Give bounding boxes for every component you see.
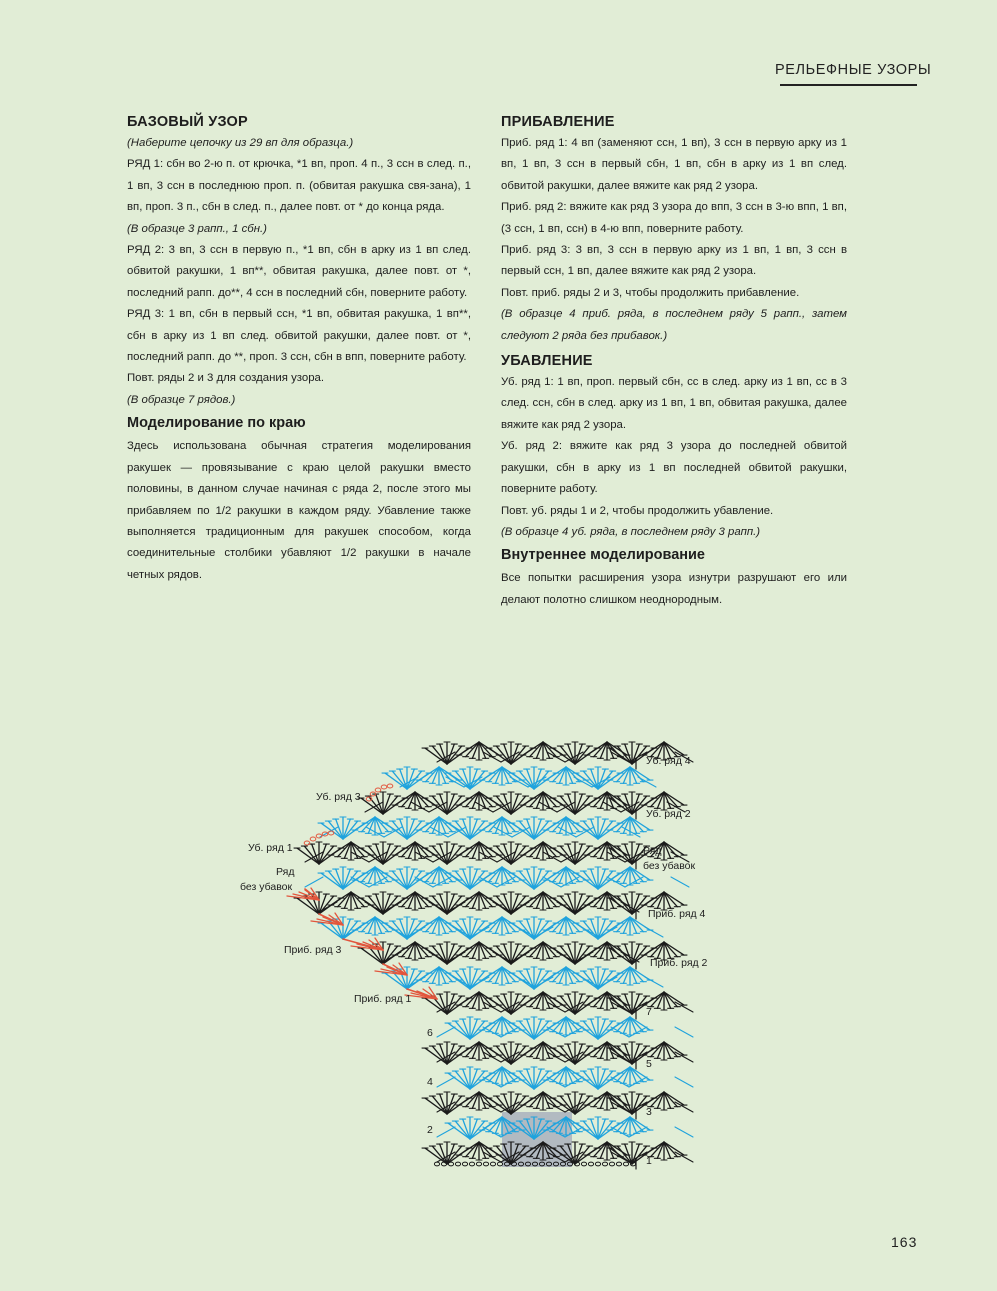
row-number-3: 3 [646,1106,652,1118]
label-no-dec-right-2: без убавок [643,860,696,872]
label-no-dec-right-1: Ряд [643,845,662,857]
row-number-6: 6 [427,1027,433,1039]
decrease-heading: УБАВЛЕНИЕ [501,353,593,370]
label-inc-row3: Приб. ряд 3 [284,944,342,956]
row2-instruction: РЯД 2: 3 вп, 3 ссн в первую п., *1 вп, сбн в арку из 1 вп след. обвитой ракушки, 1 вп**, обвитая ракушка, далее повт. от *, последний рапп. до**, 4 ссн в последний сбн, поверните работу. [127,244,471,299]
edge-shaping-text: Здесь использована обычная стратегия моделирования ракушек — провязывание с краю целой ракушки вместо половины, в данном случае начиная с ряда 2, после этого мы прибавляем по 1/2 ракушки в каждом ряду. Убавление также выполняется традиционным для ракушек способом, когда соединительные столбики убавляют 1/2 ракушки в начале четных рядов. [127,440,471,581]
label-inc-row2: Приб. ряд 2 [650,957,708,969]
page-number: 163 [891,1234,918,1250]
section-title: РЕЛЬЕФНЫЕ УЗОРЫ [775,62,932,78]
row-number-2: 2 [427,1124,433,1136]
dec-note: (В образце 4 уб. ряда, в последнем ряду 3 рапп.) [501,525,761,538]
rows-note: (В образце 7 рядов.) [127,393,236,406]
intro-note: (Наберите цепочку из 29 вп для образца.) [127,137,354,149]
row-number-4: 4 [427,1076,433,1088]
label-inc-row4: Приб. ряд 4 [648,908,706,920]
label-no-dec-left-1: Ряд [276,866,295,878]
label-dec-row2: Уб. ряд 2 [646,808,691,820]
edge-shaping-heading: Моделирование по краю [127,415,306,432]
row-number-1: 1 [646,1155,652,1167]
row1-instruction: РЯД 1: сбн во 2-ю п. от крючка, *1 вп, проп. 4 п., 3 ссн в след. п., 1 вп, 3 ссн в последнюю проп. п. (обвитая ракушка свя-зана), 1 вп, проп. 3 п., сбн в след. п., далее повт. от * до конца ряда. [127,158,471,214]
inc-row2: Приб. ряд 2: вяжите как ряд 3 узора до впп, 3 ссн в 3-ю впп, 1 вп, (3 ссн, 1 вп, ссн) в 4-ю впп, поверните работу. [501,201,847,235]
inc-row3: Приб. ряд 3: 3 вп, 3 ссн в первую арку из 1 вп, 1 вп, 3 ссн в первый ссн, 1 вп, далее вяжите как ряд 2 узора. [501,244,847,278]
label-no-dec-left-2: без убавок [240,881,293,893]
stitch-symbols [287,742,693,1169]
inner-shaping-heading: Внутреннее моделирование [501,547,705,564]
inc-repeat: Повт. приб. ряды 2 и 3, чтобы продолжить прибавление. [501,286,800,299]
row-number-5: 5 [646,1058,652,1070]
dec-row2: Уб. ряд 2: вяжите как ряд 3 узора до последней обвитой ракушки, сбн в арку из 1 вп последней обвитой ракушки, поверните работу. [501,440,847,496]
dec-row1: Уб. ряд 1: 1 вп, проп. первый сбн, сс в след. арку из 1 вп, сс в 3 след. ссн, сбн в след. арку из 1 вп, 1 вп, обвитая ракушка, далее вяжите как ряд 2 узора. [501,376,847,431]
inc-row1: Приб. ряд 1: 4 вп (заменяют ссн, 1 вп), 3 ссн в первую арку из 1 вп, 1 вп, 3 ссн в первый сбн, 1 вп, сбн в арку из 1 вп след. обвитой ракушки, далее вяжите как ряд 2 узора. [501,137,847,192]
dec-repeat: Повт. уб. ряды 1 и 2, чтобы продолжить убавление. [501,504,774,517]
increase-heading: ПРИБАВЛЕНИЕ [501,114,615,130]
label-dec-row4: Уб. ряд 4 [646,755,691,767]
label-dec-row1: Уб. ряд 1 [248,842,293,854]
row-number-7: 7 [646,1006,652,1018]
row3-instruction: РЯД 3: 1 вп, сбн в первый ссн, *1 вп, обвитая ракушка, 1 вп**, сбн в арку из 1 вп след. обвитой ракушки, далее повт. от *, последний рапп. до **, проп. 3 ссн, сбн в впп, поверните работу. [127,308,471,364]
label-inc-row1: Приб. ряд 1 [354,993,412,1005]
repeat-instruction: Повт. ряды 2 и 3 для создания узора. [127,372,325,385]
inner-shaping-text: Все попытки расширения узора изнутри разрушают его или делают полотно слишком неоднородным. [501,572,847,606]
label-dec-row3: Уб. ряд 3 [316,791,361,803]
inc-note: (В образце 4 приб. ряда, в последнем ряду 5 рапп., затем следуют 2 ряда без прибавок.) [501,308,847,342]
basic-pattern-heading: БАЗОВЫЙ УЗОР [127,114,248,130]
row1-note: (В образце 3 рапп., 1 сбн.) [127,222,267,235]
